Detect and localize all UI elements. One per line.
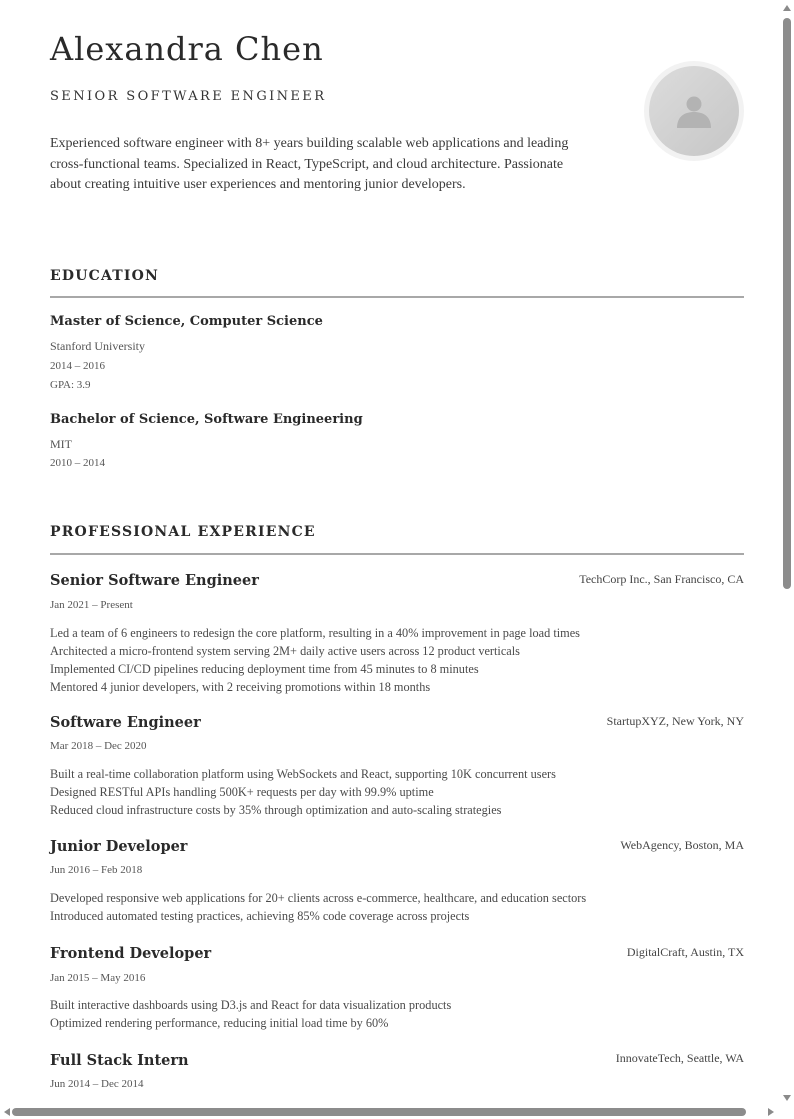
education-school: MIT [50,437,72,451]
job-dates: Jun 2014 – Dec 2014 [50,1078,144,1090]
job-company: TechCorp Inc., San Francisco, CA [579,572,744,586]
job-dates: Jun 2016 – Feb 2018 [50,864,143,876]
scroll-right-arrow-icon[interactable] [768,1108,774,1116]
job-bullet: Architected a micro-frontend system serving 2M+ daily active users across 12 product verticals [50,644,520,658]
education-gpa: GPA: 3.9 [50,379,91,391]
job-dates: Jan 2021 – Present [50,599,133,611]
job-bullet: Built a real-time collaboration platform using WebSockets and React, supporting 10K concurrent users [50,767,556,781]
education-dates: 2010 – 2014 [50,457,105,469]
education-degree: Bachelor of Science, Software Engineering [50,412,363,427]
job-bullet: Developed responsive web applications for 20+ clients across e-commerce, healthcare, and education sectors [50,891,587,905]
education-dates: 2014 – 2016 [50,360,105,372]
avatar-circle [649,66,739,156]
education-degree: Master of Science, Computer Science [50,314,323,329]
job-title: Full Stack Intern [50,1052,189,1069]
vertical-scrollbar[interactable] [780,0,794,1105]
job-bullet: Mentored 4 junior developers, with 2 receiving promotions within 18 months [50,680,431,694]
education-school: Stanford University [50,339,145,353]
scroll-up-arrow-icon[interactable] [783,5,791,11]
job-title: Software Engineer [50,714,201,731]
scroll-left-arrow-icon[interactable] [4,1108,10,1116]
job-company: DigitalCraft, Austin, TX [626,945,744,959]
job-title: Junior Developer [50,838,188,855]
user-placeholder-icon [677,94,711,128]
job-bullet: Implemented CI/CD pipelines reducing deployment time from 45 minutes to 8 minutes [50,662,479,676]
scroll-down-arrow-icon[interactable] [783,1095,791,1101]
profile-summary: Experienced software engineer with 8+ years building scalable web applications and leading cross-functional teams. Specialized in React, TypeScript, and cloud architecture. Passionate about creating intuitive user experiences and mentoring junior developers. [50,136,569,192]
job-bullet: Reduced cloud infrastructure costs by 35% through optimization and auto-scaling strategies [50,803,502,817]
job-title: Senior Software Engineer [50,572,259,589]
experience-divider [50,553,744,555]
education-heading: EDUCATION [50,268,160,284]
job-dates: Mar 2018 – Dec 2020 [50,740,147,752]
job-bullets [50,996,451,1032]
job-company: InnovateTech, Seattle, WA [615,1051,744,1065]
job-company: WebAgency, Boston, MA [620,838,744,852]
horizontal-scroll-thumb[interactable] [12,1108,746,1116]
job-bullets [50,765,556,819]
job-dates: Jan 2015 – May 2016 [50,972,146,984]
job-bullet: Built interactive dashboards using D3.js and React for data visualization products [50,998,452,1012]
experience-heading: PROFESSIONAL EXPERIENCE [50,524,316,540]
education-divider [50,296,744,298]
job-bullets [50,624,580,696]
candidate-name: Alexandra Chen [50,30,324,68]
job-bullet: Led a team of 6 engineers to redesign the core platform, resulting in a 40% improvement in page load times [50,626,580,640]
job-bullet: Introduced automated testing practices, achieving 85% code coverage across projects [50,909,470,923]
job-bullets [50,889,586,925]
job-company: StartupXYZ, New York, NY [606,714,744,728]
job-title: Frontend Developer [50,945,212,962]
vertical-scroll-thumb[interactable] [783,18,791,589]
candidate-title: SENIOR SOFTWARE ENGINEER [50,89,327,104]
job-bullet: Optimized rendering performance, reducing initial load time by 60% [50,1016,389,1030]
horizontal-scrollbar[interactable] [0,1105,780,1119]
avatar [644,61,744,161]
job-bullet: Designed RESTful APIs handling 500K+ requests per day with 99.9% uptime [50,785,434,799]
scrollbar-corner [780,1105,794,1119]
